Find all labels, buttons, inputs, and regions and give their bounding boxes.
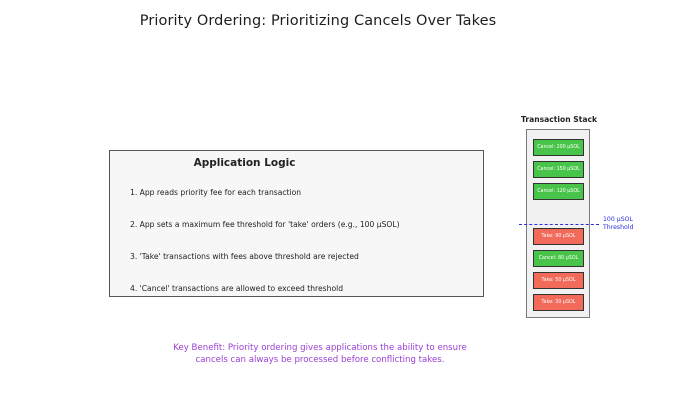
key-benefit-line-1: Key Benefit: Priority ordering gives applications the ability to ensure	[173, 343, 467, 353]
transaction-cancel-80: Cancel: 80 μSOL	[533, 250, 584, 267]
transaction-take-50: Take: 50 μSOL	[533, 272, 584, 289]
key-benefit-text	[140, 343, 500, 366]
logic-step-4: 4. 'Cancel' transactions are allowed to exceed threshold	[130, 284, 344, 293]
transaction-take-30: Take: 30 μSOL	[533, 294, 584, 311]
threshold-caption: Threshold	[603, 223, 634, 231]
logic-step-2: 2. App sets a maximum fee threshold for 'take' orders (e.g., 100 μSOL)	[130, 220, 400, 229]
application-logic-heading: Application Logic	[193, 157, 296, 169]
diagram-title: Priority Ordering: Prioritizing Cancels Over Takes	[139, 13, 497, 29]
threshold-line	[519, 224, 599, 225]
key-benefit-line-2: cancels can always be processed before conflicting takes.	[195, 354, 445, 365]
logic-step-1: 1. App reads priority fee for each transaction	[130, 188, 302, 197]
transaction-cancel-120: Cancel: 120 μSOL	[533, 183, 584, 200]
transaction-take-90: Take: 90 μSOL	[533, 228, 584, 245]
transaction-stack-title: Transaction Stack	[521, 115, 598, 124]
threshold-label	[603, 216, 634, 231]
transaction-cancel-150: Cancel: 150 μSOL	[533, 161, 584, 178]
threshold-value: 100 μSOL	[603, 216, 633, 223]
transaction-cancel-200: Cancel: 200 μSOL	[533, 139, 584, 156]
logic-step-3: 3. 'Take' transactions with fees above threshold are rejected	[130, 252, 359, 261]
